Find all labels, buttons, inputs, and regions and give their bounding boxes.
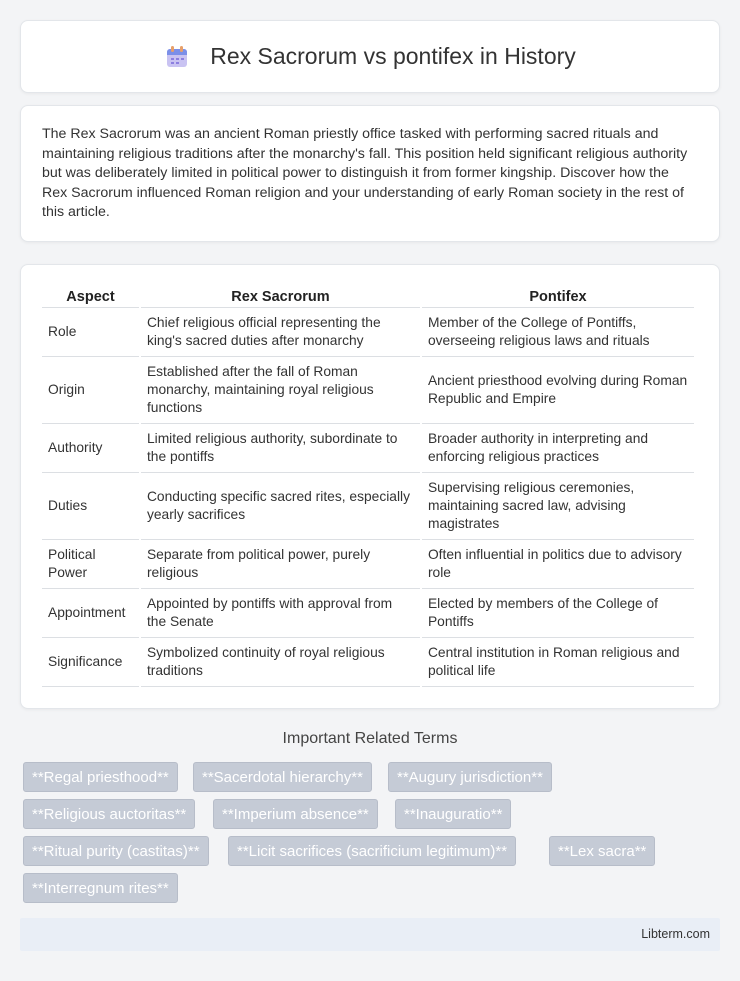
header-pontifex: Pontifex <box>422 285 694 308</box>
pontifex-cell: Member of the College of Pontiffs, overseeing religious laws and rituals <box>422 308 694 357</box>
table-row <box>42 638 694 687</box>
rex-cell: Conducting specific sacred rites, especially yearly sacrifices <box>141 473 420 540</box>
pontifex-cell: Ancient priesthood evolving during Roman Republic and Empire <box>422 357 694 424</box>
term-tag[interactable]: **Sacerdotal hierarchy** <box>193 762 372 792</box>
aspect-cell: Political Power <box>42 540 139 589</box>
table-row <box>42 473 694 540</box>
term-tag[interactable]: **Licit sacrifices (sacrificium legitimum)** <box>228 836 516 866</box>
footer-link[interactable]: Libterm.com <box>641 927 710 941</box>
term-tag[interactable]: **Lex sacra** <box>549 836 655 866</box>
table-header-row <box>42 285 694 308</box>
header-card <box>20 20 720 93</box>
term-tag[interactable]: **Inauguratio** <box>395 799 511 829</box>
rex-cell: Chief religious official representing the king's sacred duties after monarchy <box>141 308 420 357</box>
table-row <box>42 357 694 424</box>
header-aspect: Aspect <box>42 285 139 308</box>
pontifex-cell: Broader authority in interpreting and enforcing religious practices <box>422 424 694 473</box>
term-tag[interactable]: **Interregnum rites** <box>23 873 178 903</box>
header-rex-sacrorum: Rex Sacrorum <box>141 285 420 308</box>
related-terms-title: Important Related Terms <box>282 730 458 747</box>
table-row <box>42 540 694 589</box>
term-tag[interactable]: **Imperium absence** <box>213 799 378 829</box>
aspect-cell: Significance <box>42 638 139 687</box>
aspect-cell: Role <box>42 308 139 357</box>
rex-cell: Appointed by pontiffs with approval from the Senate <box>141 589 420 638</box>
pontifex-cell: Elected by members of the College of Pontiffs <box>422 589 694 638</box>
term-tag[interactable]: **Ritual purity (castitas)** <box>23 836 209 866</box>
footer <box>20 918 720 951</box>
table-row <box>42 308 694 357</box>
aspect-cell: Authority <box>42 424 139 473</box>
pontifex-cell: Supervising religious ceremonies, maintaining sacred law, advising magistrates <box>422 473 694 540</box>
rex-cell: Separate from political power, purely religious <box>141 540 420 589</box>
comparison-table-card <box>20 264 720 709</box>
aspect-cell: Appointment <box>42 589 139 638</box>
intro-card <box>20 105 720 242</box>
comparison-table <box>40 285 696 687</box>
pontifex-cell: Central institution in Roman religious and political life <box>422 638 694 687</box>
term-tag[interactable]: **Religious auctoritas** <box>23 799 195 829</box>
term-tag[interactable]: **Augury jurisdiction** <box>388 762 552 792</box>
aspect-cell: Duties <box>42 473 139 540</box>
table-row <box>42 589 694 638</box>
rex-cell: Established after the fall of Roman monarchy, maintaining royal religious functions <box>141 357 420 424</box>
calendar-icon <box>164 44 190 70</box>
rex-cell: Symbolized continuity of royal religious traditions <box>141 638 420 687</box>
page-title: Rex Sacrorum vs pontifex in History <box>210 43 576 69</box>
aspect-cell: Origin <box>42 357 139 424</box>
table-row <box>42 424 694 473</box>
pontifex-cell: Often influential in politics due to advisory role <box>422 540 694 589</box>
intro-paragraph: The Rex Sacrorum was an ancient Roman priestly office tasked with performing sacred rituals and maintaining religious traditions after the monarchy's fall. This position held significant religious authority but was deliberately limited in political power to distinguish it from former kingship. Discover how the Rex Sacrorum influenced Roman religion and your understanding of early Roman society in the rest of this article. <box>42 126 688 220</box>
rex-cell: Limited religious authority, subordinate to the pontiffs <box>141 424 420 473</box>
term-tag[interactable]: **Regal priesthood** <box>23 762 178 792</box>
